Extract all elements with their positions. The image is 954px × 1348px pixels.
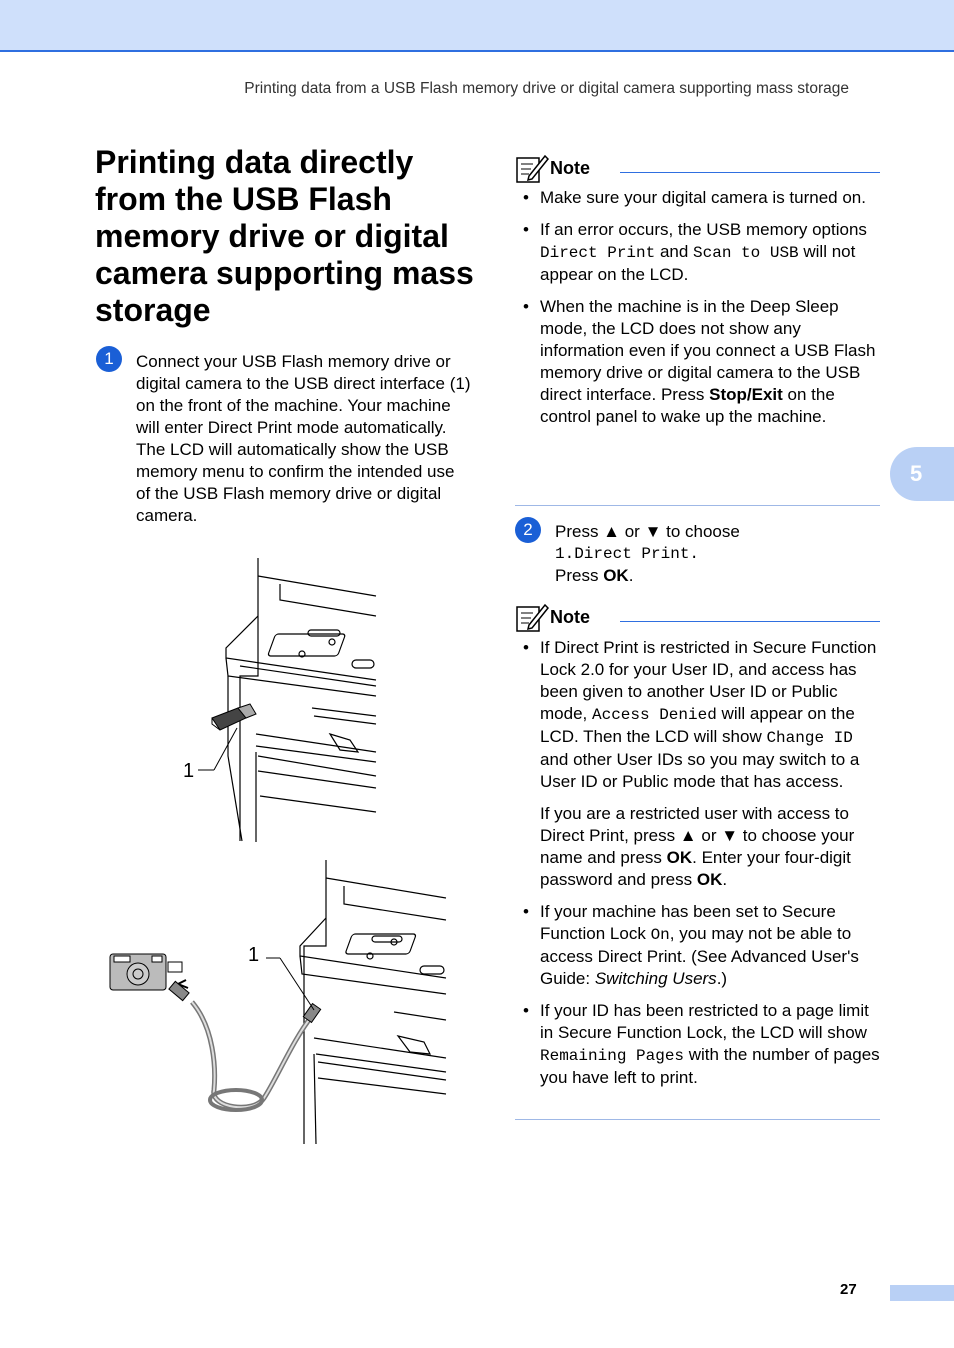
step-1-text — [136, 351, 471, 527]
note-1-item: • Make sure your digital camera is turned on. — [523, 188, 866, 207]
step-1-number: 1 — [96, 346, 122, 372]
note-2-list — [515, 637, 880, 1099]
note-rule — [620, 621, 880, 622]
header-band — [0, 0, 954, 52]
chapter-tab[interactable]: 5 — [890, 447, 954, 501]
step-2-text — [555, 521, 875, 587]
note-2-item-paragraph: If you are a restricted user with access to Direct Print, press ▲ or ▼ to choose your name and press OK. Enter your four-digit password and press OK. — [540, 804, 855, 889]
figure-2-callout: 1 — [248, 944, 260, 966]
note-icon — [515, 601, 549, 633]
note-2-end-rule — [515, 1119, 880, 1120]
note-2-item: • If your ID has been restricted to a page limit in Secure Function Lock, the LCD will show Remaining Pages with the number of pages you have left to print. — [523, 1001, 880, 1087]
note-1-item: • If an error occurs, the USB memory options Direct Print and Scan to USB will not appear on the LCD. — [523, 220, 867, 284]
note-1-item: • When the machine is in the Deep Sleep mode, the LCD does not show any information even if you connect a USB Flash memory drive or digital camera to the USB direct interface. Press Stop/Exit on the control panel to wake up the machine. — [523, 297, 876, 426]
running-head: Printing data from a USB Flash memory drive or digital camera supporting mass storage — [244, 80, 849, 97]
step-2-number: 2 — [515, 517, 541, 543]
note-1-header — [515, 152, 880, 184]
step-1-paragraph: Connect your USB Flash memory drive or digital camera to the USB direct interface (1) on the front of the machine. Your machine will enter Direct Print mode automatically. — [136, 352, 471, 437]
note-1-end-rule — [515, 505, 880, 506]
digital-camera-connection-figure — [104, 858, 450, 1146]
page-title: Printing data directly from the USB Flash memory drive or digital camera supporting mass storage — [95, 144, 474, 328]
usb-flash-drive-figure — [180, 556, 380, 846]
note-1-list — [515, 187, 880, 438]
note-icon — [515, 152, 549, 184]
step-2-press-ok: Press OK. — [555, 566, 634, 585]
step-1-paragraph-2: The LCD will automatically show the USB memory menu to confirm the intended use of the USB Flash memory drive or digital camera. — [136, 440, 455, 525]
note-rule — [620, 172, 880, 173]
page-number-tab — [890, 1285, 954, 1301]
note-label: Note — [550, 158, 590, 178]
note-2-item: • If Direct Print is restricted in Secure Function Lock 2.0 for your User ID, and access has been given to another User ID or Public mode, Access Denied will appear on the LCD. Then the LCD will show Change ID and other User IDs so you may switch to a User ID or Public mode that has access. If you are a restricted user with access to Direct Print, press ▲ or ▼ to choose your name and press OK. Enter your four-digit password and press OK. — [515, 637, 880, 891]
note-2-header — [515, 601, 880, 633]
step-2-press-line: Press ▲ or ▼ to choose — [555, 522, 740, 541]
figure-1-callout: 1 — [183, 760, 195, 782]
note-2-item: • If your machine has been set to Secure Function Lock On, you may not be able to access Direct Print. (See Advanced User's Guide: Switching Users.) — [523, 902, 859, 988]
page-number: 27 — [840, 1281, 857, 1298]
note-label: Note — [550, 607, 590, 627]
step-2-menu-code: 1.Direct Print. — [555, 545, 700, 563]
